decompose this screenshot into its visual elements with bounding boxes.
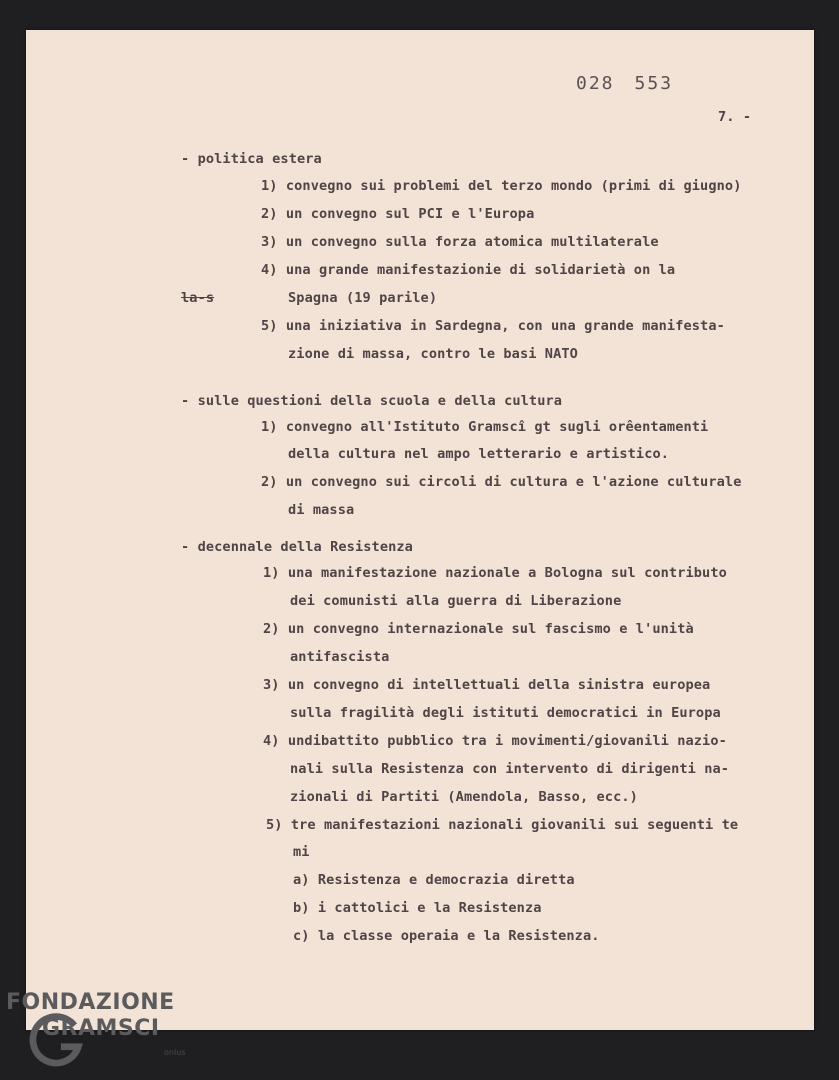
list-item: 1) una manifestazione nazionale a Bologna sul contributo [263,565,727,581]
sub-item: b) i cattolici e la Resistenza [293,900,542,916]
page-number: 7. - [718,109,752,125]
fondazione-gramsci-watermark [6,990,226,1070]
section-heading: - sulle questioni della scuola e della cultura [181,393,563,409]
list-item: 1) convegno all'Istituto Gramscî gt sugli orêentamenti [261,419,709,435]
archive-number-part-2: 553 [634,73,674,94]
list-item: 3) un convegno di intellettuali della sinistra europea [263,677,711,693]
list-item: 2) un convegno sui circoli di cultura e l'azione culturale [261,474,742,490]
list-item-continuation: mi [293,844,310,860]
archive-number-part-1: 028 [576,73,615,94]
list-item-continuation: nali sulla Resistenza con intervento di dirigenti na- [290,761,730,777]
list-item: 5) una iniziativa in Sardegna, con una grande manifesta- [261,318,725,334]
list-item: 5) tre manifestazioni nazionali giovanili sui seguenti te [266,817,739,833]
watermark-line-2: GRAMSCI [42,1016,160,1041]
section-heading: - decennale della Resistenza [181,539,413,555]
list-item-continuation: dei comunisti alla guerra di Liberazione [290,593,622,609]
list-item-continuation: zione di massa, contro le basi NATO [288,346,578,362]
sub-item: c) la classe operaia e la Resistenza. [293,928,600,944]
list-item-continuation: antifascista [290,649,390,665]
section-heading: - politica estera [181,151,322,167]
list-item: 1) convegno sui problemi del terzo mondo (primi di giugno) [261,178,742,194]
watermark-onlus: onlus [164,1048,186,1057]
list-item-continuation: della cultura nel ampo letterario e artistico. [288,446,670,462]
margin-strikethrough: la-s [181,290,215,306]
list-item-continuation: zionali di Partiti (Amendola, Basso, ecc.) [290,789,638,805]
list-item: 2) un convegno sul PCI e l'Europa [261,206,535,222]
list-item-continuation: Spagna (19 parile) [288,290,438,306]
document-page [26,30,814,1030]
sub-item: a) Resistenza e democrazia diretta [293,872,575,888]
list-item: 2) un convegno internazionale sul fascismo e l'unità [263,621,694,637]
list-item-continuation: di massa [288,502,355,518]
list-item: 4) una grande manifestazionie di solidarietà on la [261,262,676,278]
list-item-continuation: sulla fragilità degli istituti democratici in Europa [290,705,721,721]
watermark-line-1: FONDAZIONE [6,990,175,1015]
archive-number [576,73,673,94]
list-item: 3) un convegno sulla forza atomica multilaterale [261,234,659,250]
list-item: 4) undibattito pubblico tra i movimenti/giovanili nazio- [263,733,727,749]
